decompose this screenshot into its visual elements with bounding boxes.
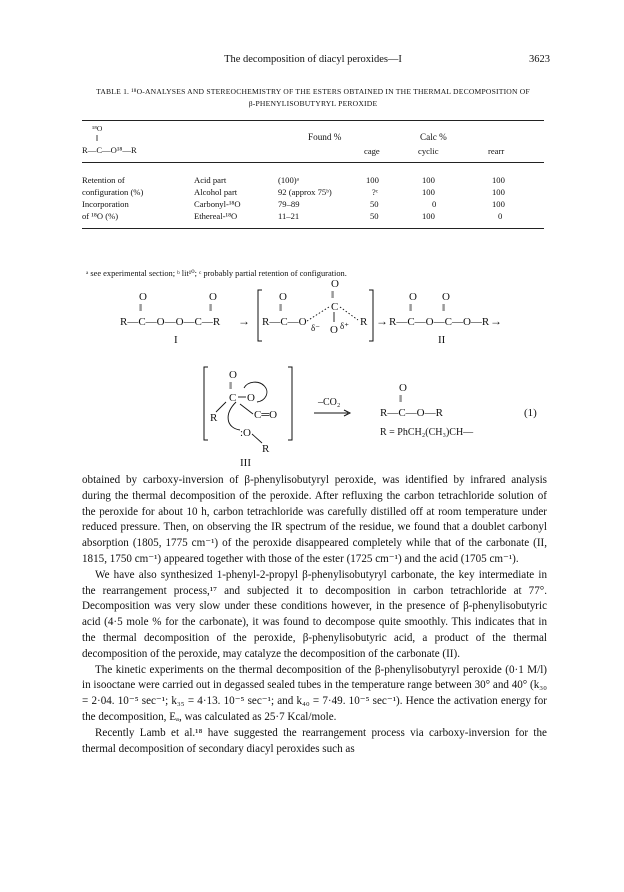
cell-found-2: 92 (approx 75ᵇ) [278, 187, 332, 197]
cell-found-1: (100)ᵃ [278, 175, 299, 185]
iii-c-eq-o: C═O [254, 409, 278, 421]
ts-o-bottom: O [330, 324, 338, 336]
cell-part-4: Ethereal-¹⁸O [194, 211, 238, 221]
ii-o-2: O [442, 291, 450, 303]
iii-arrow-arc-2 [228, 402, 240, 430]
equation-number: (1) [524, 407, 537, 419]
page-number: 3623 [529, 54, 550, 65]
iii-o-lone: :O [240, 427, 251, 439]
ts-c: C [331, 301, 339, 313]
ts-bond-left: ‖ [279, 302, 283, 314]
iii-bond-top: ‖ [229, 380, 233, 392]
cell-part-1: Acid part [194, 175, 227, 185]
scheme-label-iii: III [240, 457, 251, 469]
ts-dotted-bond-2 [340, 307, 358, 320]
cell-rearr-2: 100 [492, 187, 505, 197]
product-ester [380, 382, 537, 438]
scheme-bond-2: ‖ [209, 302, 213, 314]
table-caption-line-2: β-PHENYLISOBUTYRYL PEROXIDE [248, 99, 378, 108]
cell-cage-4: 50 [370, 211, 379, 221]
scheme-arrow-3: → [490, 314, 502, 328]
cell-found-4: 11–21 [278, 211, 300, 221]
compound-i [120, 291, 221, 346]
iii-bracket-left [204, 367, 208, 440]
cell-cyclic-2: 100 [422, 187, 435, 197]
row-label-1: Retention of [82, 175, 125, 185]
scheme-label-ii: II [438, 334, 446, 346]
paragraph-1: obtained by carboxy-inversion of β-phenylisobutyryl peroxide, was identified by infrared analysis during the thermal decomposition of the peroxide. After refluxing the carbon tetrachloride solution of the peroxide for about 10 h, carbon tetrachloride was carefully distilled off at room temperature under reduced pressure. Then, on observing the IR spectrum of the residue, we found that a doublet carbonyl absorption (1805, 1775 cm⁻¹) of the peroxide disappeared completely while that of the carbonate (II, 1815, 1750 cm⁻¹) appeared together with those of the ester (1725 cm⁻¹) and the acid (1705 cm⁻¹). [82, 474, 547, 565]
header-cage: cage [364, 146, 380, 156]
paragraph-2: We have also synthesized 1-phenyl-2-propyl β-phenylisobutyryl carbonate, the key intermediate in the rearrangement process,¹⁷ and subjected it to decomposition in carbon tetrachloride at 77°. Decomposition was very slow under these conditions however, in the presence of β-phenylisobutyric acid (4·5 mole % for the carbonate), it was found to decompose quite smoothly. This indicates that in the thermal decomposition of the peroxide, β-phenylisobutyric acid, a product of the thermal decomposition of the peroxide, may catalyze the decomposition of the carbonate (II). [82, 568, 547, 660]
ts-o-top-left: O [279, 291, 287, 303]
header-cyclic: cyclic [418, 146, 439, 156]
compound-iii [204, 367, 292, 469]
ts-dotted-bond-1 [307, 307, 329, 321]
header-found: Found % [308, 132, 342, 142]
header-rearr: rearr [488, 146, 505, 156]
header-formula-isotope: ¹⁸O [92, 124, 103, 133]
ts-left: R—C—O [262, 316, 307, 328]
iii-bond-o-c [240, 404, 253, 414]
scheme-bond-1: ‖ [139, 302, 143, 314]
cell-rearr-3: 100 [492, 199, 505, 209]
ts-bracket-right [369, 290, 373, 341]
header-formula-ester: R—C—O¹⁸—R [82, 145, 137, 155]
ts-o-top: O [331, 278, 339, 290]
paragraph-4: Recently Lamb et al.¹⁸ have suggested the rearrangement process via carboxy-inversion for the thermal decomposition of secondary diacyl peroxides such as [82, 726, 547, 755]
running-title: The decomposition of diacyl peroxides—I [224, 54, 402, 65]
body-text [82, 473, 547, 757]
scheme-chain-i: R—C—O—O—C—R [120, 316, 221, 328]
cell-cyclic-3: 0 [432, 199, 437, 209]
scheme-arrow-2: → [376, 314, 388, 328]
ts-delta-plus: δ⁺ [340, 321, 349, 331]
scheme-arrow-1: → [238, 314, 250, 328]
iii-c: C [229, 392, 237, 404]
scheme-o-1: O [139, 291, 147, 303]
row-label-4: of ¹⁸O (%) [82, 211, 119, 221]
product-o: O [399, 382, 407, 394]
iii-o-top: O [229, 369, 237, 381]
r-definition: R = PhCH₂(CH₃)CH— [380, 427, 474, 438]
co2-loss [314, 397, 350, 416]
compound-ii [389, 291, 502, 346]
iii-r2: R [262, 443, 270, 455]
ts-bond-top: ‖ [331, 289, 335, 301]
cell-part-3: Carbonyl-¹⁸O [194, 199, 241, 209]
iii-r1: R [210, 412, 218, 424]
product-bond: ‖ [399, 393, 403, 405]
ii-bond-1: ‖ [409, 302, 413, 314]
cell-rearr-1: 100 [492, 175, 505, 185]
ii-bond-2: ‖ [442, 302, 446, 314]
ts-right: R [360, 316, 368, 328]
cell-rearr-4: 0 [498, 211, 503, 221]
cell-cage-3: 50 [370, 199, 379, 209]
header-calc: Calc % [420, 132, 447, 142]
iii-o-ring: O [247, 392, 255, 404]
header-formula-bond: ‖ [96, 133, 99, 143]
scheme-label-i: I [174, 334, 178, 346]
paragraph-3: The kinetic experiments on the thermal decomposition of the β-phenylisobutyryl peroxide (0·1 M/l) in isooctane were carried out in degassed sealed tubes in the temperature range between 30° and 40° (k₃₀ = 2·04. 10⁻⁵ sec⁻¹; k₃₅ = 4·13. 10⁻⁵ sec⁻¹; and k₄₀ = 7·49. 10⁻⁵ sec⁻¹). Hence the activation energy for the decomposition, Eₐ, was calculated as 25·7 Kcal/mole. [82, 663, 547, 723]
co2-label: –CO₂ [318, 397, 341, 408]
table-footnote: ᵃ see experimental section; ᵇ lit¹⁰; ᶜ probably partial retention of configuration. [86, 269, 347, 278]
ts-delta-minus: δ⁻ [311, 323, 320, 333]
iii-bracket-right [288, 367, 292, 440]
row-label-2: configuration (%) [82, 187, 144, 197]
cell-found-3: 79–89 [278, 199, 300, 209]
table-caption-line-1: TABLE 1. ¹⁸O-ANALYSES AND STEREOCHEMISTRY OF THE ESTERS OBTAINED IN THE THERMAL DECOMPOSITION OF [96, 87, 530, 96]
iii-bond-o-r [252, 434, 262, 443]
ii-o-1: O [409, 291, 417, 303]
cell-cage-2: ?ᶜ [372, 187, 379, 197]
cell-part-2: Alcohol part [194, 187, 238, 197]
scheme-chain-ii: R—C—O—C—O—R [389, 316, 490, 328]
transition-state [258, 278, 373, 341]
iii-bond-r [216, 402, 226, 412]
product-formula: R—C—O—R [380, 407, 443, 419]
row-label-3: Incorporation [82, 199, 129, 209]
scheme-o-2: O [209, 291, 217, 303]
cell-cyclic-1: 100 [422, 175, 435, 185]
cell-cage-1: 100 [366, 175, 379, 185]
cell-cyclic-4: 100 [422, 211, 435, 221]
